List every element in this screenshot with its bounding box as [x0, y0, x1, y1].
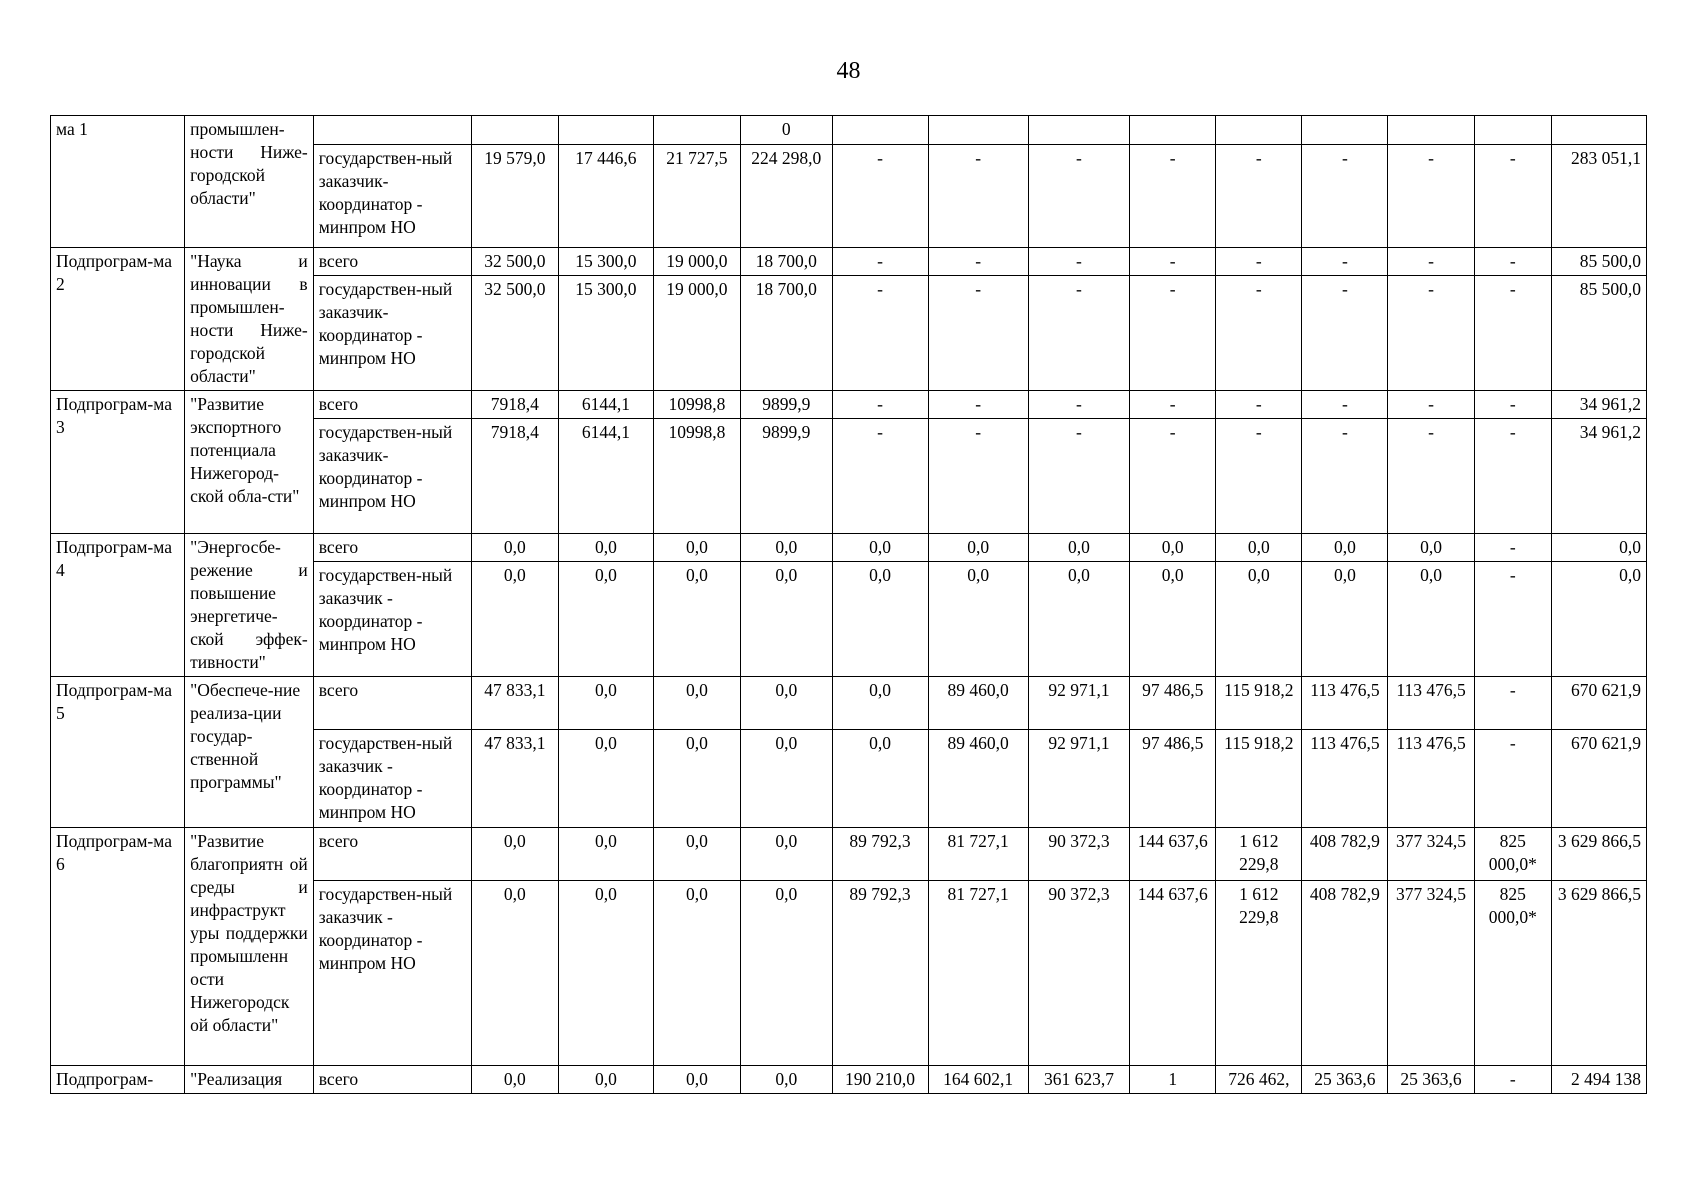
value-cell: - — [1474, 1066, 1551, 1094]
subprogram-cell: Подпрограм-ма 6 — [51, 828, 185, 1066]
value-cell: 408 782,9 — [1302, 828, 1388, 881]
total-value-cell: 0,0 — [1551, 534, 1646, 562]
value-cell: 7918,4 — [471, 419, 558, 534]
funding-table — [50, 115, 1647, 1094]
total-value-cell: 670 621,9 — [1551, 677, 1646, 730]
value-cell: - — [928, 145, 1028, 248]
value-cell — [1216, 116, 1302, 145]
total-value-cell — [1551, 116, 1646, 145]
value-cell: - — [1302, 248, 1388, 276]
value-cell: 0,0 — [741, 828, 833, 881]
value-cell — [1388, 116, 1474, 145]
value-cell: 25 363,6 — [1302, 1066, 1388, 1094]
subprogram-name-cell: "Энергосбе-режение и повышение энергетиче-ской эффек-тивности" — [185, 534, 314, 677]
value-cell: - — [1474, 534, 1551, 562]
value-cell: 144 637,6 — [1130, 881, 1216, 1066]
value-cell: 21 727,5 — [653, 145, 740, 248]
value-cell: - — [1216, 419, 1302, 534]
value-cell: 1 — [1130, 1066, 1216, 1094]
funding-source-cell: всего — [313, 828, 471, 881]
value-cell: - — [928, 391, 1028, 419]
value-cell: - — [1130, 419, 1216, 534]
total-value-cell: 670 621,9 — [1551, 730, 1646, 828]
funding-source-cell: государствен-ный заказчик - координатор - минпром НО — [313, 881, 471, 1066]
value-cell: - — [1028, 145, 1129, 248]
value-cell: 0,0 — [471, 1066, 558, 1094]
value-cell: 113 476,5 — [1302, 730, 1388, 828]
value-cell: 9899,9 — [741, 391, 833, 419]
total-value-cell: 34 961,2 — [1551, 391, 1646, 419]
funding-source-cell: всего — [313, 248, 471, 276]
value-cell: 224 298,0 — [741, 145, 833, 248]
value-cell: - — [1130, 248, 1216, 276]
value-cell: 0,0 — [558, 534, 653, 562]
total-value-cell: 34 961,2 — [1551, 419, 1646, 534]
table-body — [51, 116, 1647, 1094]
value-cell: - — [1474, 391, 1551, 419]
value-cell: - — [928, 419, 1028, 534]
value-cell: 0,0 — [1388, 534, 1474, 562]
value-cell: 0,0 — [471, 562, 558, 677]
value-cell: 9899,9 — [741, 419, 833, 534]
value-cell: 81 727,1 — [928, 828, 1028, 881]
value-cell: 0,0 — [653, 1066, 740, 1094]
value-cell: 0,0 — [653, 534, 740, 562]
value-cell — [653, 116, 740, 145]
value-cell: 0,0 — [558, 828, 653, 881]
value-cell: - — [1130, 276, 1216, 391]
total-value-cell: 283 051,1 — [1551, 145, 1646, 248]
funding-source-cell: государствен-ный заказчик - координатор - минпром НО — [313, 562, 471, 677]
value-cell: - — [832, 276, 928, 391]
value-cell: - — [1474, 145, 1551, 248]
value-cell: 32 500,0 — [471, 276, 558, 391]
value-cell: 89 460,0 — [928, 730, 1028, 828]
value-cell: 0,0 — [928, 562, 1028, 677]
value-cell: 32 500,0 — [471, 248, 558, 276]
value-cell: - — [1474, 677, 1551, 730]
funding-source-cell: государствен-ный заказчик-координатор - минпром НО — [313, 145, 471, 248]
value-cell: 0,0 — [558, 562, 653, 677]
value-cell: 0,0 — [741, 562, 833, 677]
value-cell: - — [832, 419, 928, 534]
value-cell: 92 971,1 — [1028, 677, 1129, 730]
funding-source-cell: всего — [313, 391, 471, 419]
table-row — [51, 1066, 1647, 1094]
value-cell: 0,0 — [928, 534, 1028, 562]
subprogram-name-cell: "Развитие благоприятн ой среды и инфраструкт уры поддержки промышленн ости Нижегородск ой области" — [185, 828, 314, 1066]
total-value-cell: 85 500,0 — [1551, 248, 1646, 276]
value-cell: 190 210,0 — [832, 1066, 928, 1094]
value-cell — [558, 116, 653, 145]
value-cell: 18 700,0 — [741, 248, 833, 276]
value-cell: 25 363,6 — [1388, 1066, 1474, 1094]
value-cell: 0,0 — [471, 881, 558, 1066]
value-cell: - — [1474, 562, 1551, 677]
value-cell: - — [832, 145, 928, 248]
subprogram-cell: Подпрограм-ма 3 — [51, 391, 185, 534]
value-cell: - — [1216, 145, 1302, 248]
value-cell: 164 602,1 — [928, 1066, 1028, 1094]
value-cell: 90 372,3 — [1028, 881, 1129, 1066]
subprogram-name-cell: "Развитие экспортного потенциала Нижегород-ской обла-сти" — [185, 391, 314, 534]
table-row — [51, 534, 1647, 562]
value-cell: - — [1474, 248, 1551, 276]
value-cell: - — [1028, 276, 1129, 391]
subprogram-cell: Подпрограм-ма 2 — [51, 248, 185, 391]
value-cell: 0,0 — [1028, 534, 1129, 562]
value-cell: 89 792,3 — [832, 881, 928, 1066]
table-row — [51, 828, 1647, 881]
value-cell: 92 971,1 — [1028, 730, 1129, 828]
value-cell: 0,0 — [741, 677, 833, 730]
value-cell: - — [928, 276, 1028, 391]
value-cell: - — [1388, 248, 1474, 276]
value-cell: 10998,8 — [653, 391, 740, 419]
value-cell: 113 476,5 — [1388, 677, 1474, 730]
value-cell: 361 623,7 — [1028, 1066, 1129, 1094]
value-cell: 0,0 — [1388, 562, 1474, 677]
subprogram-cell: Подпрограм-ма 4 — [51, 534, 185, 677]
value-cell: 825 000,0* — [1474, 828, 1551, 881]
value-cell — [471, 116, 558, 145]
value-cell: 825 000,0* — [1474, 881, 1551, 1066]
value-cell: 0,0 — [558, 677, 653, 730]
total-value-cell: 2 494 138 — [1551, 1066, 1646, 1094]
value-cell: 0,0 — [471, 534, 558, 562]
value-cell: 377 324,5 — [1388, 881, 1474, 1066]
table-row — [51, 116, 1647, 145]
subprogram-name-cell: "Обеспече-ние реализа-ции государ-ственной программы" — [185, 677, 314, 828]
value-cell: 47 833,1 — [471, 677, 558, 730]
value-cell: - — [1216, 248, 1302, 276]
value-cell: 47 833,1 — [471, 730, 558, 828]
value-cell: - — [1216, 276, 1302, 391]
total-value-cell: 0,0 — [1551, 562, 1646, 677]
value-cell: 19 000,0 — [653, 248, 740, 276]
value-cell: - — [1130, 145, 1216, 248]
subprogram-name-cell: "Реализация — [185, 1066, 314, 1094]
value-cell: 0,0 — [1216, 534, 1302, 562]
total-value-cell: 3 629 866,5 — [1551, 828, 1646, 881]
value-cell: 0 — [741, 116, 833, 145]
total-value-cell: 85 500,0 — [1551, 276, 1646, 391]
page-number: 48 — [836, 58, 861, 84]
funding-source-cell: всего — [313, 677, 471, 730]
table-row — [51, 677, 1647, 730]
funding-source-cell: государствен-ный заказчик - координатор - минпром НО — [313, 730, 471, 828]
value-cell: 89 792,3 — [832, 828, 928, 881]
value-cell: 15 300,0 — [558, 276, 653, 391]
value-cell: - — [1388, 276, 1474, 391]
subprogram-cell: Подпрограм-ма 5 — [51, 677, 185, 828]
value-cell: 0,0 — [832, 730, 928, 828]
value-cell: - — [832, 391, 928, 419]
value-cell: 97 486,5 — [1130, 730, 1216, 828]
value-cell: 113 476,5 — [1388, 730, 1474, 828]
value-cell: 0,0 — [1130, 562, 1216, 677]
value-cell: - — [1216, 391, 1302, 419]
value-cell: 0,0 — [1130, 534, 1216, 562]
value-cell: 10998,8 — [653, 419, 740, 534]
value-cell: 113 476,5 — [1302, 677, 1388, 730]
value-cell: 19 579,0 — [471, 145, 558, 248]
funding-source-cell: государствен-ный заказчик-координатор - минпром НО — [313, 276, 471, 391]
value-cell: - — [1302, 391, 1388, 419]
value-cell: - — [1474, 419, 1551, 534]
value-cell: 408 782,9 — [1302, 881, 1388, 1066]
value-cell: 17 446,6 — [558, 145, 653, 248]
value-cell: 0,0 — [832, 562, 928, 677]
value-cell: 0,0 — [832, 677, 928, 730]
value-cell: 115 918,2 — [1216, 677, 1302, 730]
value-cell: - — [1302, 419, 1388, 534]
value-cell: 97 486,5 — [1130, 677, 1216, 730]
value-cell: - — [1130, 391, 1216, 419]
value-cell: 19 000,0 — [653, 276, 740, 391]
value-cell: 144 637,6 — [1130, 828, 1216, 881]
subprogram-cell: ма 1 — [51, 116, 185, 248]
value-cell: 0,0 — [741, 534, 833, 562]
subprogram-name-cell: "Наука и инновации в промышлен-ности Ниже-городской области" — [185, 248, 314, 391]
value-cell: - — [1028, 419, 1129, 534]
subprogram-name-cell: промышлен-ности Ниже-городской области" — [185, 116, 314, 248]
value-cell: 0,0 — [558, 881, 653, 1066]
value-cell: 0,0 — [653, 730, 740, 828]
value-cell: 0,0 — [653, 881, 740, 1066]
value-cell: 0,0 — [832, 534, 928, 562]
value-cell: 0,0 — [741, 730, 833, 828]
value-cell — [1474, 116, 1551, 145]
value-cell: 7918,4 — [471, 391, 558, 419]
value-cell: 0,0 — [653, 828, 740, 881]
value-cell: 0,0 — [741, 1066, 833, 1094]
value-cell: - — [1302, 276, 1388, 391]
value-cell: - — [1028, 248, 1129, 276]
value-cell: 115 918,2 — [1216, 730, 1302, 828]
value-cell: 18 700,0 — [741, 276, 833, 391]
value-cell — [928, 116, 1028, 145]
value-cell: 81 727,1 — [928, 881, 1028, 1066]
value-cell: 0,0 — [471, 828, 558, 881]
table-row — [51, 248, 1647, 276]
value-cell: 15 300,0 — [558, 248, 653, 276]
value-cell: - — [1028, 391, 1129, 419]
value-cell: 90 372,3 — [1028, 828, 1129, 881]
value-cell: 0,0 — [1302, 562, 1388, 677]
value-cell: 0,0 — [558, 730, 653, 828]
value-cell: 0,0 — [653, 562, 740, 677]
value-cell — [832, 116, 928, 145]
value-cell: - — [1388, 391, 1474, 419]
value-cell: - — [1388, 419, 1474, 534]
value-cell: 377 324,5 — [1388, 828, 1474, 881]
funding-source-cell: всего — [313, 534, 471, 562]
value-cell: - — [1302, 145, 1388, 248]
value-cell: - — [832, 248, 928, 276]
value-cell: 0,0 — [1302, 534, 1388, 562]
value-cell: - — [1388, 145, 1474, 248]
funding-source-cell: государствен-ный заказчик-координатор - минпром НО — [313, 419, 471, 534]
value-cell: 0,0 — [1028, 562, 1129, 677]
subprogram-cell: Подпрограм- — [51, 1066, 185, 1094]
value-cell: 0,0 — [1216, 562, 1302, 677]
value-cell: - — [1474, 276, 1551, 391]
value-cell: 726 462, — [1216, 1066, 1302, 1094]
total-value-cell: 3 629 866,5 — [1551, 881, 1646, 1066]
value-cell: 0,0 — [558, 1066, 653, 1094]
value-cell — [1028, 116, 1129, 145]
value-cell — [1130, 116, 1216, 145]
value-cell: - — [928, 248, 1028, 276]
value-cell: 1 612 229,8 — [1216, 828, 1302, 881]
funding-source-cell: всего — [313, 1066, 471, 1094]
value-cell: 1 612 229,8 — [1216, 881, 1302, 1066]
funding-source-cell — [313, 116, 471, 145]
value-cell: 6144,1 — [558, 419, 653, 534]
value-cell: 6144,1 — [558, 391, 653, 419]
value-cell: 89 460,0 — [928, 677, 1028, 730]
table-row — [51, 391, 1647, 419]
value-cell — [1302, 116, 1388, 145]
value-cell: 0,0 — [741, 881, 833, 1066]
value-cell: - — [1474, 730, 1551, 828]
value-cell: 0,0 — [653, 677, 740, 730]
